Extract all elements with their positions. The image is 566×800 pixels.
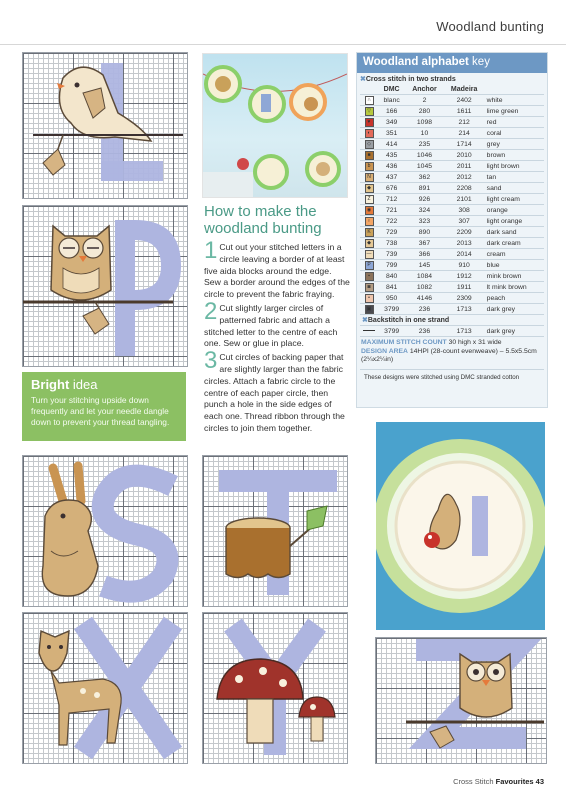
thread-symbol-icon: ♀ [365,217,374,226]
thread-symbol-icon: ▣ [365,305,374,314]
backstitch-heading-text: Backstitch in one strand [367,317,450,324]
thread-name-cell: light orange [485,216,544,227]
table-row [360,238,544,249]
design-area-value: 14HPI (28-count evenweave) – 5.5x5.5cm (2¼x2¼in) [361,347,537,363]
symbol-cell [360,238,378,249]
chart-z-artwork [376,638,546,763]
thread-symbol-icon: ■ [365,151,374,160]
step-number: 3 [204,347,218,375]
bunting-photo [202,53,348,198]
madeira-cell: 307 [444,216,485,227]
chart-letter-l [22,52,188,199]
anchor-cell: 10 [405,128,443,139]
table-row [360,227,544,238]
dmc-cell: 349 [378,117,405,128]
dmc-cell: 436 [378,161,405,172]
thread-name-cell: blue [485,260,544,271]
table-row [360,271,544,282]
cross-stitch-heading [357,73,547,84]
symbol-cell [360,95,378,106]
madeira-cell: 2309 [444,293,485,304]
symbol-cell [360,304,378,315]
symbol-cell [360,260,378,271]
dmc-cell: 414 [378,139,405,150]
cross-stitch-heading-text: Cross stitch in two strands [365,76,456,83]
dmc-cell: 722 [378,216,405,227]
thread-symbol-icon: ◆ [365,239,374,248]
thread-name-cell: lime green [485,106,544,117]
symbol-cell [360,227,378,238]
key-table-body [360,95,544,315]
header-rule [0,44,566,45]
max-stitch-label: MAXIMUM STITCH COUNT [361,339,447,346]
dmc-cell: 3799 [378,304,405,315]
dmc-cell: 437 [378,172,405,183]
table-row [360,326,544,337]
anchor-cell: 323 [405,216,443,227]
symbol-cell [360,106,378,117]
key-title [357,53,547,73]
anchor-cell: 145 [405,260,443,271]
chart-s-artwork [23,456,187,606]
thread-symbol-icon: • [365,294,374,303]
stitch-count-note [357,337,547,367]
table-row [360,282,544,293]
table-row [360,172,544,183]
thread-name-cell: coral [485,128,544,139]
madeira-cell: 2011 [444,161,485,172]
madeira-cell: 212 [444,117,485,128]
madeira-cell: 2208 [444,183,485,194]
anchor-cell: 324 [405,205,443,216]
symbol-cell [360,249,378,260]
madeira-cell: 1713 [444,326,485,337]
design-area-label: DESIGN AREA [361,347,408,355]
howto-heading: How to make the woodland bunting [204,203,322,237]
step-text: Cut slightly larger circles of patterned fabric and attach a stitched letter to the centre of each one. Sew or glue in place. [204,302,338,349]
madeira-cell: 214 [444,128,485,139]
madeira-cell: 1611 [444,106,485,117]
thread-symbol-icon: N [365,173,374,182]
symbol-cell [360,194,378,205]
anchor-cell: 1082 [405,282,443,293]
dmc-cell: 676 [378,183,405,194]
key-col-symbol [360,84,378,95]
madeira-cell: 1713 [444,304,485,315]
woodland-alphabet-key [356,52,548,408]
table-row [360,117,544,128]
backstitch-heading-row [360,315,544,326]
table-row [360,293,544,304]
anchor-cell: 235 [405,139,443,150]
chart-letter-p [22,205,188,367]
thread-symbol-icon: ◇ [365,140,374,149]
thread-symbol-icon: Z [365,195,374,204]
tip-text: Turn your stitching upside down frequently and let your needle dangle down to prevent your thread tangling. [31,395,170,427]
dmc-cell: 712 [378,194,405,205]
table-row [360,183,544,194]
tip-title-light: idea [72,377,98,392]
symbol-cell [360,183,378,194]
backstitch-line-icon [360,326,378,337]
anchor-cell: 4146 [405,293,443,304]
symbol-cell [360,117,378,128]
thread-name-cell: white [485,95,544,106]
madeira-cell: 1912 [444,271,485,282]
thread-name-cell: sand [485,183,544,194]
cross-icon: ✖ [362,317,368,324]
chart-t-artwork [203,456,347,606]
anchor-cell: 236 [405,326,443,337]
dmc-cell: 738 [378,238,405,249]
anchor-cell: 1098 [405,117,443,128]
madeira-cell: 2101 [444,194,485,205]
hoop-photo [376,422,545,630]
page-number: 43 [535,777,544,786]
anchor-cell: 362 [405,172,443,183]
thread-name-cell: dark grey [485,304,544,315]
thread-symbol-icon: — [366,250,372,257]
howto-steps [204,237,350,437]
table-row [360,106,544,117]
footer-section: Favourites [495,777,534,786]
thread-name-cell: tan [485,172,544,183]
table-row [360,161,544,172]
table-row [360,249,544,260]
symbol-cell [360,161,378,172]
thread-symbol-icon: ▽ [365,107,374,116]
step-text: Cut out your stitched letters in a circle leaving a border of at least five aida blocks around the edge. Sew a border around the edges of the circle to prevent the fabric fraying. [204,242,350,300]
max-stitch-value: 30 high x 31 wide [448,339,502,346]
anchor-cell: 891 [405,183,443,194]
thread-symbol-icon: ◐ [365,129,374,138]
key-title-bold: Woodland alphabet [363,56,469,68]
bunting-photo-art [203,54,347,197]
anchor-cell: 890 [405,227,443,238]
chart-letter-x [22,612,188,764]
thread-name-cell: lt mink brown [485,282,544,293]
thread-name-cell: peach [485,293,544,304]
symbol-cell [360,293,378,304]
symbol-cell [360,271,378,282]
table-row [360,194,544,205]
thread-symbol-icon: b [365,162,374,171]
thread-symbol-icon: ∩ [365,96,374,105]
thread-symbol-icon: ▪ [365,272,374,281]
table-row [360,216,544,227]
key-col-anchor: Anchor [405,84,443,95]
anchor-cell: 1046 [405,150,443,161]
symbol-cell [360,139,378,150]
chart-letter-s [22,455,188,607]
madeira-cell: 2402 [444,95,485,106]
step-number: 1 [204,237,218,264]
key-title-light: key [472,56,490,68]
chart-letter-y [202,612,348,764]
chart-x-artwork [23,613,187,763]
chart-l-artwork [23,53,187,198]
thread-name-cell: grey [485,139,544,150]
cross-icon: ✖ [360,76,366,83]
howto-step-2 [204,297,350,350]
thread-name-cell: mink brown [485,271,544,282]
table-row [360,150,544,161]
chart-y-artwork [203,613,347,763]
madeira-cell: 910 [444,260,485,271]
bright-idea-tip [22,372,186,441]
dmc-cell: 351 [378,128,405,139]
backstitch-section [360,315,544,337]
anchor-cell: 236 [405,304,443,315]
key-header-row [360,84,544,95]
madeira-cell: 2014 [444,249,485,260]
dmc-cell: 840 [378,271,405,282]
key-col-madeira: Madeira [444,84,485,95]
thread-name-cell: dark cream [485,238,544,249]
key-col-name [485,84,544,95]
thread-name-cell: red [485,117,544,128]
dmc-cell: blanc [378,95,405,106]
symbol-cell [360,172,378,183]
step-text: Cut circles of backing paper that are slightly larger than the fabric circles. Attach a fabric circle to the centre of each paper circle, then punch a hole in the side edges of each one. Thread ribbon through the circles to join them together. [204,352,345,433]
thread-name-cell: dark grey [485,326,544,337]
madeira-cell: 2013 [444,238,485,249]
dmc-cell: 721 [378,205,405,216]
key-footnote: These designs were stitched using DMC stranded cotton [360,369,544,381]
thread-name-cell: dark sand [485,227,544,238]
tip-title [22,372,186,392]
anchor-cell: 366 [405,249,443,260]
dmc-cell: 166 [378,106,405,117]
thread-symbol-icon: ◆ [365,184,374,193]
thread-symbol-icon: P [365,261,374,270]
thread-name-cell: light cream [485,194,544,205]
backstitch-heading [360,315,544,326]
page-header-title: Woodland bunting [436,19,544,34]
dmc-cell: 950 [378,293,405,304]
chart-letter-z [375,637,547,764]
hoop-photo-art [376,422,545,630]
key-col-dmc: DMC [378,84,405,95]
thread-key-table [360,84,544,337]
anchor-cell: 2 [405,95,443,106]
thread-symbol-icon: ♥ [365,118,374,127]
madeira-cell: 2010 [444,150,485,161]
footer-magazine: Cross Stitch [453,777,494,786]
madeira-cell: 1714 [444,139,485,150]
thread-symbol-icon: ◉ [365,206,374,215]
dmc-cell: 729 [378,227,405,238]
thread-name-cell: cream [485,249,544,260]
anchor-cell: 367 [405,238,443,249]
anchor-cell: 1084 [405,271,443,282]
thread-name-cell: orange [485,205,544,216]
dmc-cell: 799 [378,260,405,271]
table-row [360,128,544,139]
symbol-cell [360,282,378,293]
table-row [360,139,544,150]
howto-step-3 [204,347,350,435]
thread-symbol-icon: ◙ [365,283,374,292]
thread-name-cell: brown [485,150,544,161]
symbol-cell [360,205,378,216]
symbol-cell [360,128,378,139]
table-row [360,205,544,216]
thread-name-cell: light brown [485,161,544,172]
madeira-cell: 2209 [444,227,485,238]
howto-step-1 [204,237,350,301]
dmc-cell: 435 [378,150,405,161]
table-row [360,304,544,315]
anchor-cell: 926 [405,194,443,205]
symbol-cell [360,216,378,227]
madeira-cell: 2012 [444,172,485,183]
step-number: 2 [204,297,218,325]
dmc-cell: 3799 [378,326,405,337]
madeira-cell: 1911 [444,282,485,293]
chart-letter-t [202,455,348,607]
anchor-cell: 1045 [405,161,443,172]
table-row [360,95,544,106]
thread-symbol-icon: K [365,228,374,237]
madeira-cell: 308 [444,205,485,216]
dmc-cell: 841 [378,282,405,293]
page-footer [453,777,544,786]
anchor-cell: 280 [405,106,443,117]
tip-title-bold: Bright [31,377,70,392]
table-row [360,260,544,271]
symbol-cell [360,150,378,161]
dmc-cell: 739 [378,249,405,260]
chart-p-artwork [23,206,187,366]
